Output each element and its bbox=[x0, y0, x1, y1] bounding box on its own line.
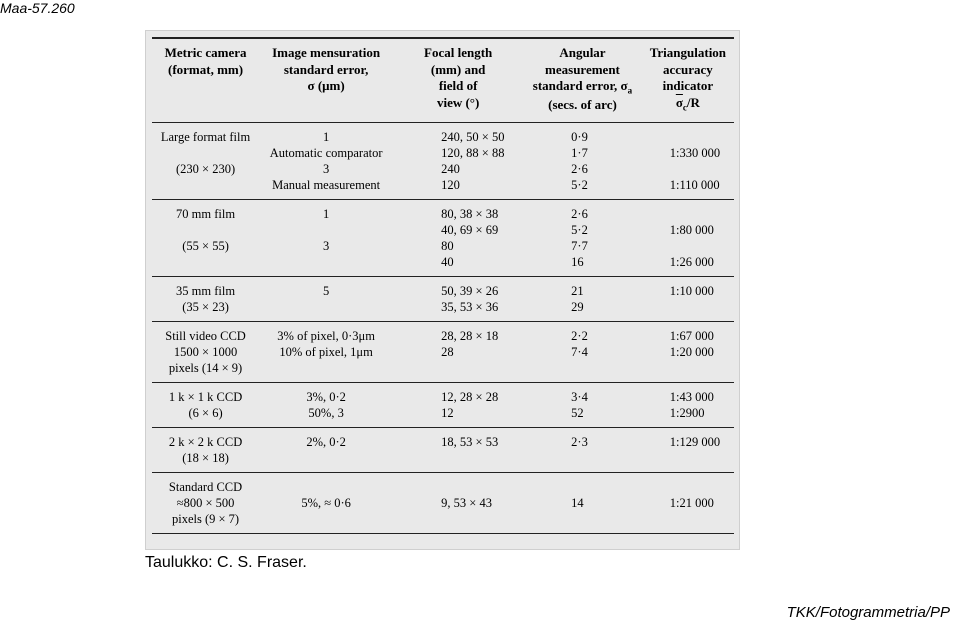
table-cell-camera: Large format film bbox=[160, 129, 251, 144]
table-cell-triangulation: 1:67 000 bbox=[669, 328, 714, 343]
table-cell-angular bbox=[523, 450, 642, 473]
table-cell-camera: 2 k × 2 k CCD bbox=[168, 434, 243, 449]
table-cell-camera: 35 mm film bbox=[176, 283, 236, 298]
table-cell-angular: 3·4 bbox=[571, 389, 588, 404]
table-group bbox=[152, 321, 734, 382]
table-cell-camera: (18 × 18) bbox=[182, 450, 229, 465]
table-cell-focal: 35, 53 × 36 bbox=[441, 299, 499, 314]
table-cell-angular: 21 bbox=[571, 283, 584, 298]
table-cell-mensuration: 3% of pixel, 0·3μm bbox=[277, 328, 375, 343]
table-cell-mensuration: Manual measurement bbox=[272, 177, 381, 192]
table-row bbox=[152, 360, 734, 383]
table-cell-focal: 240, 50 × 50 bbox=[441, 129, 505, 144]
table-cell-focal: 12 bbox=[441, 405, 454, 420]
table-row bbox=[152, 495, 734, 511]
table-cell-focal: 120, 88 × 88 bbox=[441, 145, 505, 160]
table-cell-mensuration: 5 bbox=[322, 283, 330, 298]
table-cell-triangulation: 1:43 000 bbox=[669, 389, 714, 404]
table-cell-triangulation bbox=[642, 450, 734, 473]
table-cell-camera: 1500 × 1000 bbox=[173, 344, 238, 359]
table-cell-camera bbox=[152, 254, 259, 277]
table-row bbox=[152, 450, 734, 473]
table-cell-angular: 5·2 bbox=[571, 222, 588, 237]
table-cell-triangulation: 1:2900 bbox=[669, 405, 705, 420]
table-cell-focal: 40 bbox=[441, 254, 454, 269]
table-cell-mensuration bbox=[259, 511, 393, 534]
table-cell-triangulation: 1:330 000 bbox=[669, 145, 721, 160]
table-cell-triangulation: 1:26 000 bbox=[669, 254, 714, 269]
table-row bbox=[152, 145, 734, 161]
table-cell-mensuration bbox=[259, 299, 393, 322]
table-cell-focal bbox=[393, 450, 523, 473]
table-cell-mensuration: 3%, 0·2 bbox=[306, 389, 346, 404]
table-cell-focal: 9, 53 × 43 bbox=[441, 495, 492, 510]
footer-credit: TKK/Fotogrammetria/PP bbox=[786, 604, 950, 621]
table-cell-mensuration: 1 bbox=[322, 206, 330, 221]
table-cell-mensuration bbox=[259, 472, 393, 495]
header-angular-measurement: Angular measurement standard error, $\sigma_a$ (secs. of arc) bbox=[532, 45, 633, 113]
table-cell-angular: 2·6 bbox=[571, 206, 588, 221]
table-cell-mensuration bbox=[259, 222, 393, 238]
table-cell-mensuration: Automatic comparator bbox=[269, 145, 383, 160]
table-cell-angular: 5·2 bbox=[571, 177, 588, 192]
table-row bbox=[152, 276, 734, 299]
table-row bbox=[152, 199, 734, 222]
table-cell-focal: 28 bbox=[441, 344, 454, 359]
table-cell-camera bbox=[152, 177, 259, 200]
table-cell-focal: 40, 69 × 69 bbox=[441, 222, 499, 237]
table-cell-camera: (6 × 6) bbox=[188, 405, 223, 420]
table-cell-camera: 1 k × 1 k CCD bbox=[168, 389, 243, 404]
table-cell-triangulation: 1:80 000 bbox=[669, 222, 714, 237]
table-row bbox=[152, 321, 734, 344]
table-row bbox=[152, 254, 734, 277]
table-caption: Taulukko: C. S. Fraser. bbox=[145, 554, 307, 571]
table-cell-angular bbox=[523, 511, 642, 534]
table-row bbox=[152, 177, 734, 200]
table-cell-triangulation bbox=[642, 299, 734, 322]
table-cell-focal: 80 bbox=[441, 238, 454, 253]
table-cell-mensuration bbox=[259, 450, 393, 473]
table-cell-angular: 7·7 bbox=[571, 238, 588, 253]
table-cell-angular: 2·6 bbox=[571, 161, 588, 176]
table-cell-camera: Still video CCD bbox=[165, 328, 246, 343]
table-cell-mensuration: 50%, 3 bbox=[308, 405, 344, 420]
table-row bbox=[152, 472, 734, 495]
table-cell-focal: 240 bbox=[441, 161, 460, 176]
table-row bbox=[152, 427, 734, 450]
table-cell-angular: 14 bbox=[571, 495, 584, 510]
table-cell-triangulation bbox=[642, 360, 734, 383]
table-cell-angular: 0·9 bbox=[571, 129, 588, 144]
table-cell-focal: 50, 39 × 26 bbox=[441, 283, 499, 298]
table-group bbox=[152, 472, 734, 533]
table-row bbox=[152, 344, 734, 360]
table-cell-focal: 28, 28 × 18 bbox=[441, 328, 499, 343]
table-cell-mensuration: 5%, ≈ 0·6 bbox=[301, 495, 351, 510]
table-cell-camera bbox=[152, 222, 259, 238]
table-row bbox=[152, 238, 734, 254]
header-image-mensuration: Image mensuration standard error, σ (μm) bbox=[272, 45, 381, 94]
table-cell-mensuration bbox=[259, 360, 393, 383]
table-cell-camera: (230 × 230) bbox=[175, 161, 236, 176]
table-group bbox=[152, 122, 734, 199]
table-cell-mensuration: 1 bbox=[322, 129, 330, 144]
header-triangulation-indicator: Triangulation accuracy indicator $\overline{\sigma}_c/R$ bbox=[649, 45, 727, 113]
table-cell-focal bbox=[393, 360, 523, 383]
header-focal-length: Focal length (mm) and field of view (°) bbox=[424, 45, 493, 110]
table-cell-angular: 2·2 bbox=[571, 328, 588, 343]
table-row bbox=[152, 511, 734, 534]
table-cell-focal bbox=[393, 511, 523, 534]
table-cell-camera: Standard CCD bbox=[168, 479, 243, 494]
table-cell-triangulation bbox=[642, 238, 734, 254]
table-row bbox=[152, 382, 734, 405]
table-cell-camera: ≈800 × 500 bbox=[176, 495, 235, 510]
table-cell-triangulation bbox=[642, 122, 734, 145]
table-cell-camera: (35 × 23) bbox=[182, 299, 229, 314]
table-row bbox=[152, 405, 734, 428]
table-cell-angular: 16 bbox=[571, 254, 584, 269]
table-cell-angular: 29 bbox=[571, 299, 584, 314]
table-cell-mensuration: 10% of pixel, 1μm bbox=[279, 344, 373, 359]
table-cell-camera: pixels (9 × 7) bbox=[171, 511, 240, 526]
table-cell-angular: 7·4 bbox=[571, 344, 588, 359]
table-cell-focal: 12, 28 × 28 bbox=[441, 389, 499, 404]
table-cell-focal: 120 bbox=[441, 177, 460, 192]
table-cell-angular: 1·7 bbox=[571, 145, 588, 160]
table-cell-angular bbox=[523, 360, 642, 383]
table-cell-triangulation: 1:10 000 bbox=[669, 283, 714, 298]
table-row bbox=[152, 161, 734, 177]
table-cell-mensuration bbox=[259, 254, 393, 277]
table-cell-focal: 80, 38 × 38 bbox=[441, 206, 499, 221]
table-cell-angular bbox=[523, 472, 642, 495]
table-cell-triangulation: 1:21 000 bbox=[669, 495, 714, 510]
table-cell-triangulation bbox=[642, 199, 734, 222]
table-cell-triangulation: 1:20 000 bbox=[669, 344, 714, 359]
table-cell-triangulation bbox=[642, 511, 734, 534]
table-cell-camera: pixels (14 × 9) bbox=[168, 360, 243, 375]
table-group bbox=[152, 276, 734, 321]
table-cell-mensuration: 3 bbox=[322, 161, 330, 176]
table-group bbox=[152, 199, 734, 276]
table-cell-angular: 2·3 bbox=[571, 434, 588, 449]
table-cell-mensuration: 2%, 0·2 bbox=[306, 434, 346, 449]
table-cell-focal bbox=[393, 472, 523, 495]
table-cell-triangulation: 1:110 000 bbox=[669, 177, 720, 192]
table-cell-camera: (55 × 55) bbox=[182, 238, 229, 253]
camera-accuracy-table bbox=[152, 37, 734, 534]
table-row bbox=[152, 222, 734, 238]
table-cell-triangulation bbox=[642, 472, 734, 495]
table-group bbox=[152, 382, 734, 427]
table-cell-focal: 18, 53 × 53 bbox=[441, 434, 499, 449]
slide-id: Maa-57.260 bbox=[0, 0, 75, 16]
table-header-row bbox=[152, 38, 734, 122]
table-group bbox=[152, 427, 734, 472]
header-metric-camera: Metric camera (format, mm) bbox=[164, 45, 247, 77]
table-cell-camera bbox=[152, 145, 259, 161]
table-row bbox=[152, 122, 734, 145]
table-cell-mensuration: 3 bbox=[322, 238, 330, 253]
table-cell-camera: 70 mm film bbox=[176, 206, 236, 221]
table-cell-angular: 52 bbox=[571, 405, 584, 420]
table-row bbox=[152, 299, 734, 322]
scanned-table-image bbox=[145, 30, 740, 550]
table-cell-triangulation: 1:129 000 bbox=[669, 434, 721, 449]
table-cell-triangulation bbox=[642, 161, 734, 177]
